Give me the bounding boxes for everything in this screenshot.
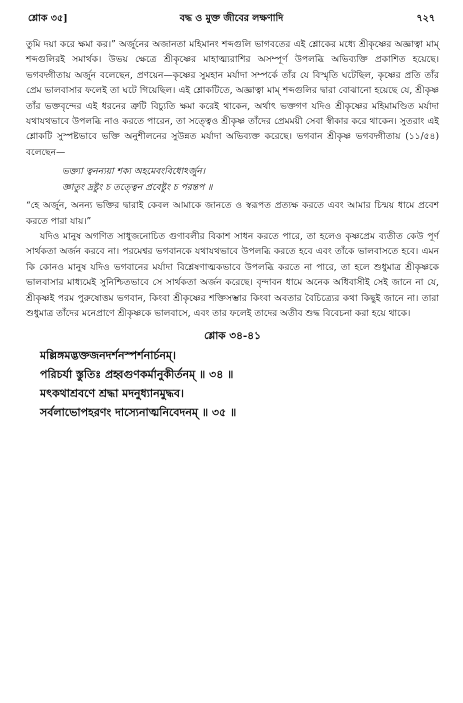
paragraph: তুমি দয়া করে ক্ষমা কর।” অর্জুনের অজানতা মহিমানং শব্দগুলি ভাগবতের এই শ্লোকের মধ্যে শ্রীকৃষ্ণের অজ্ঞাত্বা মাম্ শব্দগুলিরই সমার্থক। উভয় ক্ষেত্রে শ্রীকৃষ্ণের মাহাত্ম্যরাশির অসম্পূর্ণ উপলব্ধি অভিব্যক্তি প্রকাশিত হয়েছে। ভগবদ্গীতায় অর্জুন বলেছেন, প্রণয়েন—কৃষ্ণের সুমহান মর্যাদা সম্পর্কে তাঁর যে বিস্মৃতি ঘটেছিল, কৃষ্ণের প্রতি তাঁর প্রেম ভালবাসার ফলেই তা ঘটে গিয়েছিল। এই শ্লোকটিতে, অজ্ঞাত্বা মাম্ শব্দগুলির দ্বারা বোঝানো হয়েছে যে, শ্রীকৃষ্ণ তাঁর ভক্তবৃন্দের এই ধরনের ত্রুটি বিচ্যুতি ক্ষমা করেই থাকেন, অর্থাৎ ভক্তগণ যদিও শ্রীকৃষ্ণের মহিমামণ্ডিত মর্যাদা যথাযথভাবে উপলব্ধি নাও করতে পারেন, তা সত্ত্বেও শ্রীকৃষ্ণ তাঁদের প্রেমময়ী সেবা স্বীকার করে থাকেন। সুতরাং এই শ্লোকটি সুস্পষ্টভাবে ভক্তি অনুশীলনের সুউন্নত মর্যাদা অভিব্যক্ত করেছে। ভগবান শ্রীকৃষ্ণ ভগবদ্গীতায় (১১/৫৪) বলেছেন— <box>26 40 439 158</box>
page-number: ৭২৭ <box>416 13 435 24</box>
shloka-line: মৎকথাশ্রবণে শ্রদ্ধা মদনুধ্যানমুদ্ধব। <box>40 386 184 400</box>
gita-verse <box>26 164 439 196</box>
shloka-heading: শ্লোক ৩৪-৪১ <box>204 329 261 342</box>
paragraph: যদিও মানুষ অগণিত সাধুজনোচিত গুণাবলীর বিকাশ সাধন করতে পারে, তা হলেও কৃষ্ণপ্রেম ব্যতীত কেউ পূর্ণ সার্থকতা অর্জন করবে না। পরমেশ্বর ভগবানকে যথাযথভাবে উপলব্ধি করতে হবে এবং তাঁকে ভালবাসতে হবে। এমন কি কোনও মানুষ যদিও ভগবানের মর্যাদা বিশ্লেষণাত্মকভাবে উপলব্ধি করতে না পারে, তা হলে শুধুমাত্র শ্রীকৃষ্ণকে ভালবাসার মাধ্যমেই সুনিশ্চিতভাবে সে সার্থকতা অর্জন করেছে। বৃন্দাবন ধামে অনেক অধিবাসীই সেই জানে না যে, শ্রীকৃষ্ণই পরম পুরুষোত্তম ভগবান, কিংবা শ্রীকৃষ্ণের শক্তিসম্ভার কিংবা অবতার বৈচিত্র্যের কথা কিছুই জানে না। তারা শুধুমাত্র তাঁদের মনেপ্রাণে শ্রীকৃষ্ণকে ভালবাসে, এবং তার ফলেই তাদের অতীব শুদ্ধ বিবেচনা করা হয়ে থাকে। <box>26 232 439 320</box>
header-verse-ref: শ্লোক ৩৫] <box>28 13 68 24</box>
shloka-line: সর্বলাভোপহরণং দাস্যেনাত্মনিবেদনম্ ॥ ৩৫ ॥ <box>40 405 237 419</box>
page-body <box>26 38 439 422</box>
header-chapter-title: বদ্ধ ও মুক্ত জীবের লক্ষণাদি <box>179 13 284 24</box>
running-header <box>28 12 435 28</box>
verse-translation: “হে অর্জুন, অনন্য ভক্তির দ্বারাই কেবল আমাকে জানতে ও স্বরূপত প্রত্যক্ষ করতে এবং আমার চিন্ময় ধামে প্রবেশ করতে পারা যায়।” <box>26 201 439 227</box>
shloka-line: পরিচর্যা স্তুতিঃ প্রহ্বগুণকর্মানুকীর্তনম্ ॥ ৩৪ ॥ <box>40 367 234 381</box>
shloka-line: মল্লিঙ্গমদ্ভক্তজনদর্শনস্পর্শনার্চনম্। <box>40 348 176 362</box>
verse-line: ভক্ত্যা ত্বনন্যয়া শক্য অহমেবংবিধোঽর্জুন। <box>62 167 206 178</box>
verse-line: জ্ঞাতুং দ্রষ্টুং চ তত্ত্বেন প্রবেষ্টুং চ পরন্তপ ॥ <box>62 183 213 194</box>
